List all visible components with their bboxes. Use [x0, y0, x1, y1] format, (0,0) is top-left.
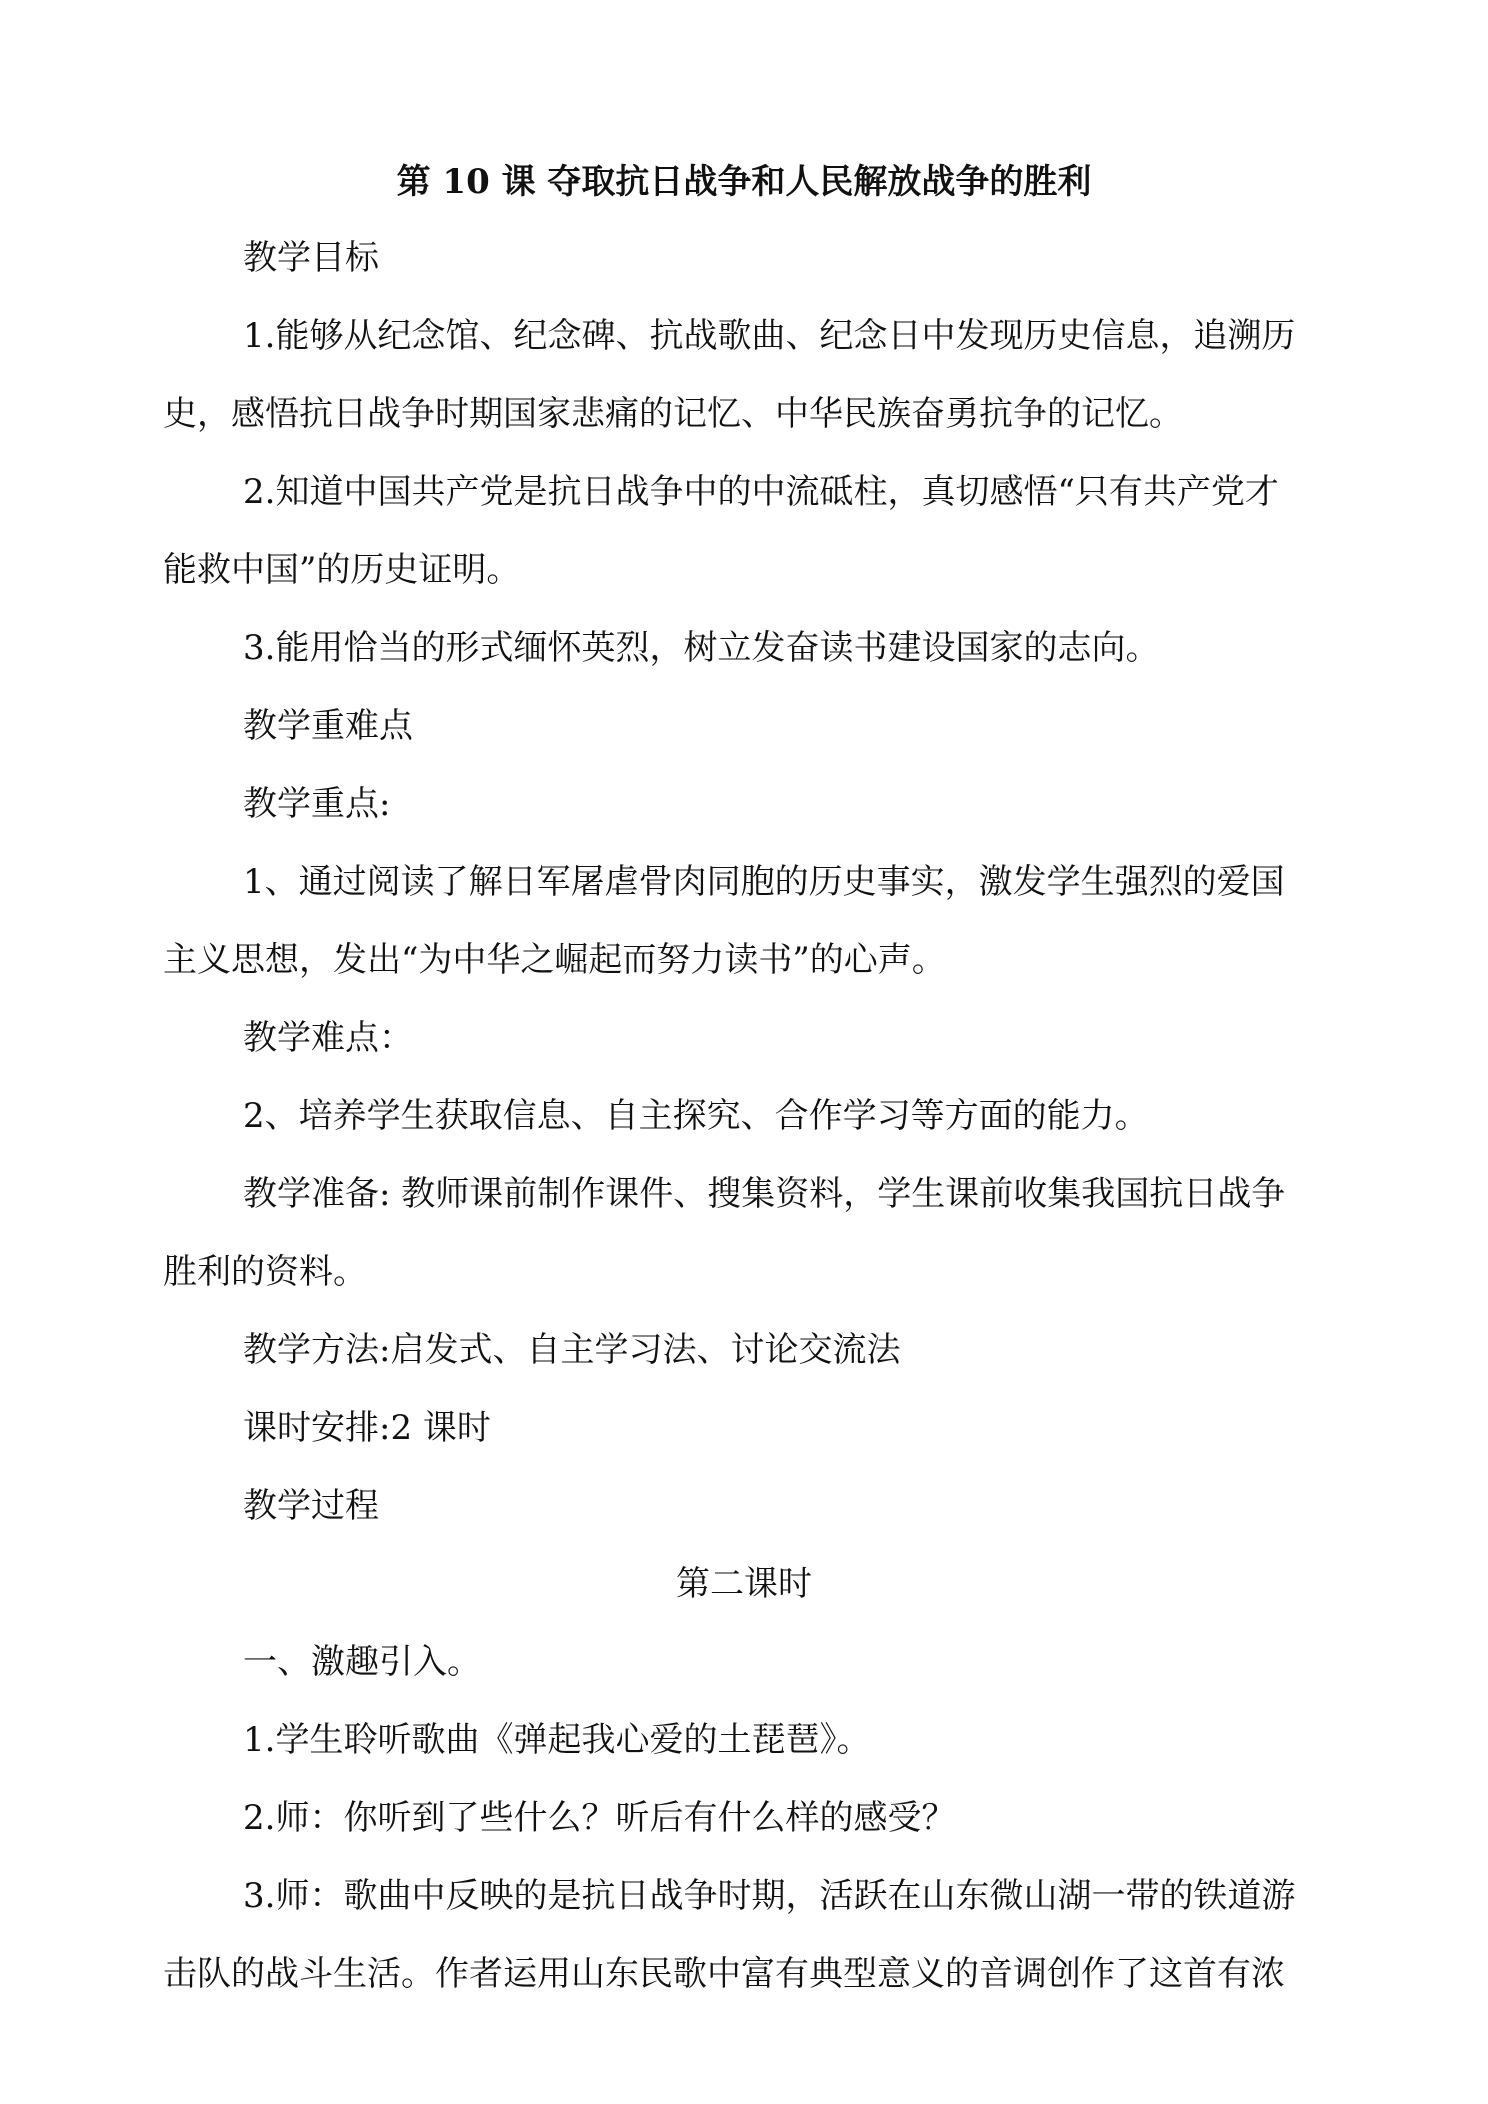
- paragraph-line: 能救中国”的历史证明。: [163, 550, 521, 590]
- paragraph-line: 教学准备: 教师课前制作课件、搜集资料，学生课前收集我国抗日战争: [243, 1174, 1286, 1214]
- section-heading-key-points: 教学重难点: [243, 706, 413, 746]
- paragraph-line: 1、通过阅读了解日军屠虐骨肉同胞的历史事实，激发学生强烈的爱国: [243, 862, 1285, 902]
- subheading-key-point: 教学重点:: [243, 784, 391, 824]
- step-heading: 一、激趣引入。: [243, 1642, 481, 1682]
- paragraph-line: 3.师：歌曲中反映的是抗日战争时期，活跃在山东微山湖一带的铁道游: [243, 1876, 1296, 1916]
- paragraph-line: 1.能够从纪念馆、纪念碑、抗战歌曲、纪念日中发现历史信息，追溯历: [243, 316, 1296, 356]
- paragraph-line: 胜利的资料。: [163, 1252, 367, 1292]
- paragraph-line: 课时安排:2 课时: [243, 1408, 491, 1448]
- paragraph-line: 史，感悟抗日战争时期国家悲痛的记忆、中华民族奋勇抗争的记忆。: [163, 394, 1183, 434]
- section-heading-objectives: 教学目标: [243, 238, 379, 278]
- paragraph-line: 3.能用恰当的形式缅怀英烈，树立发奋读书建设国家的志向。: [243, 628, 1160, 668]
- paragraph-line: 击队的战斗生活。作者运用山东民歌中富有典型意义的音调创作了这首有浓: [163, 1954, 1285, 1994]
- paragraph-line: 主义思想，发出“为中华之崛起而努力读书”的心声。: [163, 940, 946, 980]
- paragraph-line: 2.知道中国共产党是抗日战争中的中流砥柱，真切感悟“只有共产党才: [243, 472, 1279, 512]
- session-heading: 第二课时: [676, 1564, 812, 1604]
- subheading-difficulty: 教学难点：: [243, 1018, 413, 1058]
- paragraph-line: 2.师：你听到了些什么？听后有什么样的感受？: [243, 1798, 956, 1838]
- paragraph-line: 2、培养学生获取信息、自主探究、合作学习等方面的能力。: [243, 1096, 1149, 1136]
- lesson-title: 第 10 课 夺取抗日战争和人民解放战争的胜利: [396, 162, 1092, 202]
- paragraph-line: 1.学生聆听歌曲《弹起我心爱的土琵琶》。: [243, 1720, 871, 1760]
- paragraph-line: 教学方法:启发式、自主学习法、讨论交流法: [243, 1330, 901, 1370]
- section-heading-process: 教学过程: [243, 1486, 379, 1526]
